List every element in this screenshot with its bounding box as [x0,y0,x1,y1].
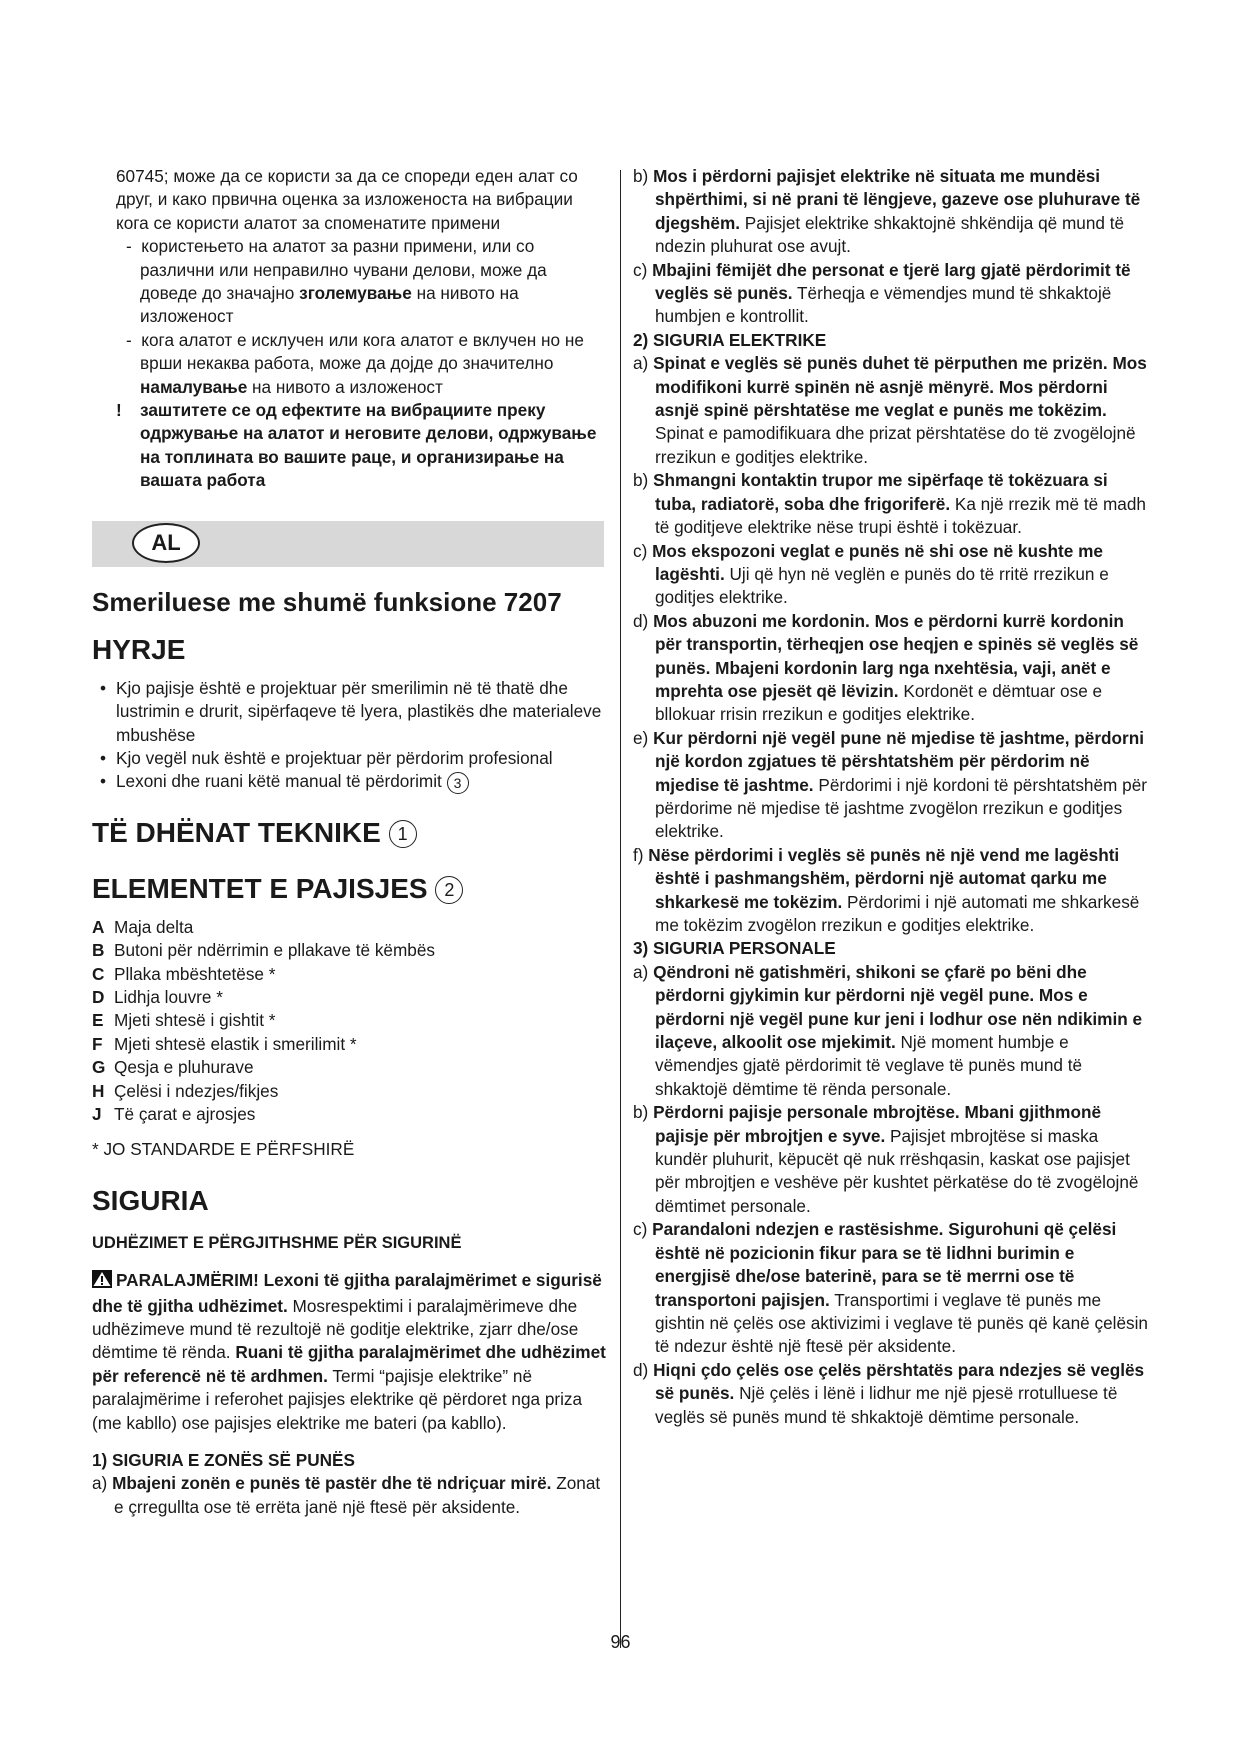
warning-triangle-icon [92,1270,112,1294]
list-item: C Pllaka mbështetëse * [92,963,276,984]
language-band [92,521,604,567]
safety-item: b) Shmangni kontaktin trupor me sipërfaqe të tokëzuara si tuba, radiatorë, soba dhe frigoriferë. Ka një rrezik më të madh të goditjeve elektrike nëse trupi është i tokëzuar. [633,470,1146,538]
list-item: A Maja delta [92,916,194,937]
electric-safety-heading: 2) SIGURIA ELEKTRIKE [633,329,827,350]
vibration-dash-item-1: - користењето на алатот за разни примени, или со различни или неправилно чувани делови, може да доведе до значајно зголемување на нивото на изложеност [126,236,547,327]
figure-ref-3: 3 [447,772,469,794]
non-standard-note: * JO STANDARDE E PËRFSHIRË [92,1139,355,1160]
safety-item: b) Përdorni pajisje personale mbrojtëse. Mbani gjithmonë pajisje për mbrojtjen e syve. Pajisjet mbrojtëse si maska kundër pluhurit, këpucët që nuk rrëshqasin, kaskat ose pajisjet për mbrojtjen e veshëve për kushtet përkatëse do të zvogëlojnë dëmtimet personale. [633,1102,1139,1216]
safety-item: d) Hiqni çdo çelës ose çelës përshtatës para ndezjes së veglës së punës. Një çelës i lënë i lidhur me një pjesë rrotulluese të veglës së punës mund të shkaktojë dëmtime personale. [633,1359,1145,1427]
safety-item: c) Mbajini fëmijët dhe personat e tjerë larg gjatë përdorimit të veglës së punës. Tërheqja e vëmendjes mund të shkaktojë humbjen e kontrollit. [633,259,1131,327]
general-safety-heading: UDHËZIMET E PËRGJITHSHME PËR SIGURINË [92,1233,462,1252]
safety-item: c) Mos ekspozoni veglat e punës në shi ose në kushte me lagështi. Uji që hyn në veglën e punës do të rritë rrezikun e goditjes elektrike. [633,540,1109,608]
safety-item: a) Qëndroni në gatishmëri, shikoni se çfarë po bëni dhe përdorni gjykimin kur përdorni një vegël pune. Mos e përdorni një vegël pune kur jeni i lodhur ose nën ndikimin e ilaçeve, alkoolit ose mjekimit. Një moment humbje e vëmendjes gjatë përdorimit të veglave të punës mund të shkaktojë dëmtime të rënda personale. [633,961,1143,1099]
vibration-warning: ! заштитете се од ефектите на вибрациите преку одржување на алатот и неговите делови, одржување на топлината во вашите раце, и организирање на вашата работа [116,400,597,491]
list-item: E Mjeti shtesë i gishtit * [92,1010,276,1031]
safety-item: f) Nëse përdorimi i veglës së punës në një vend me lagështi është i pashmangshëm, përdorni një automat qarku me shkarkesë me tokëzim. Përdorimi i një automati me shkarkesë me tokëzim zvogëlon rrezikun e goditjes elektrike. [633,844,1140,935]
safety-item: a) Spinat e veglës së punës duhet të përputhen me prizën. Mos modifikoni kurrë spinën në asnjë mënyrë. Mos përdorni asnjë spinë përshtatëse me veglat e punës me tokëzim. Spinat e pamodifikuara dhe prizat përshtatëse do të zvogëlojnë rrezikun e goditjes elektrike. [633,353,1147,467]
list-item: D Lidhja louvre * [92,986,223,1007]
safety-item: b) Mos i përdorni pajisjet elektrike në situata me mundësi shpërthimi, si në prani të lëngjeve, gazeve ose pluhurave të djegshëm. Pajisjet elektrike shkaktojnë shkëndija që mund të ndezin pluhurat ose avujt. [633,166,1141,257]
vibration-dash-item-2: - кога алатот е исклучен или кога алатот е вклучен но не врши некаква работа, може да дојде до значително намалување на нивото а изложеност [126,329,584,397]
figure-ref-2: 2 [435,876,463,904]
product-title: Smeriluese me shumë funksione 7207 [92,586,562,617]
safety-item: d) Mos abuzoni me kordonin. Mos e përdorni kurrë kordonin për transportin, tërheqjen ose heqjen e spinës së veglës së punës. Mbajeni kordonin larg nga nxehtësia, vaji, anët e mprehta ose pjesët që lëvizin. Kordonët e dëmtuar ose e bllokuar rrisin rrezikun e goditjes elektrike. [633,610,1139,725]
safety-item: c) Parandaloni ndezjen e rastësishme. Sigurohuni që çelësi është në pozicionin fikur para se të lidhni burimin e energjisë dhe/ose baterinë, para se të merrni ose të transportoni pajisjen. Transportimi i veglave të punës me gishtin në çelës ose aktivizimi i veglave të punës që kanë çelësin të ndezur është një ftesë për aksidente. [633,1219,1148,1357]
personal-safety-heading: 3) SIGURIA PERSONALE [633,938,836,959]
hyrje-list [92,677,606,794]
language-badge: AL [132,523,200,563]
tech-data-heading: TË DHËNAT TEKNIKE 1 [92,816,606,850]
column-divider [620,170,621,1648]
list-item: G Qesja e pluhurave [92,1057,254,1078]
work-area-item-a: a) Mbajeni zonën e punës të pastër dhe të ndriçuar mirë. Zonat e çrregullta ose të errëta janë një ftesë për aksidente. [92,1473,601,1517]
list-item: J Të çarat e ajrosjes [92,1104,256,1125]
list-item: B Butoni për ndërrimin e pllakave të këmbës [92,940,435,961]
vibration-paragraph: 60745; може да се користи за да се спореди еден алат со друг, и како првична оценка за изложеноста на вибрации кога се користи алатот за споменатите примени [116,166,578,233]
left-column [92,165,606,1519]
list-item: • Kjo vegël nuk është e projektuar për përdorim profesional [92,747,606,770]
elements-heading: ELEMENTET E PAJISJES 2 [92,872,606,906]
list-item: H Çelësi i ndezjes/fikjes [92,1080,279,1101]
list-item: F Mjeti shtesë elastik i smerilimit * [92,1033,357,1054]
right-column [633,165,1151,1429]
page-number: 96 [610,1632,631,1652]
figure-ref-1: 1 [389,820,417,848]
siguria-heading: SIGURIA [92,1184,209,1216]
elements-list [92,916,606,1127]
hyrje-heading: HYRJE [92,633,186,665]
list-item: • Lexoni dhe ruani këtë manual të përdorimit 3 [92,770,606,793]
general-warning: PARALAJMËRIM! Lexoni të gjitha paralajmërimet e sigurisë dhe të gjitha udhëzimet. Mosrespektimi i paralajmërimeve dhe udhëzimeve mund të rezultojë në goditje elektrike, zjarr dhe/ose dëmtime të rënda. Ruani të gjitha paralajmërimet dhe udhëzimet për referencë në të ardhmen. Termi “pajisje elektrike” në paralajmërime i referohet pajisjes elektrike që përdoret nga priza (me kabllo) ose pajisjes elektrike me bateri (pa kabllo). [92,1270,606,1433]
list-item: • Kjo pajisje është e projektuar për smerilimin në të thatë dhe lustrimin e drurit, sipërfaqeve të lyera, plastikës dhe materialeve mbushëse [92,677,606,747]
safety-item: e) Kur përdorni një vegël pune në mjedise të jashtme, përdorni një kordon zgjatues të përshtatshëm për përdorim në mjedise të jashtme. Përdorimi i një kordoni të përshtatshëm për përdorime në mjedise të jashtme zvogëlon rrezikun e goditjes elektrike. [633,727,1147,842]
work-area-heading: 1) SIGURIA E ZONËS SË PUNËS [92,1450,355,1471]
